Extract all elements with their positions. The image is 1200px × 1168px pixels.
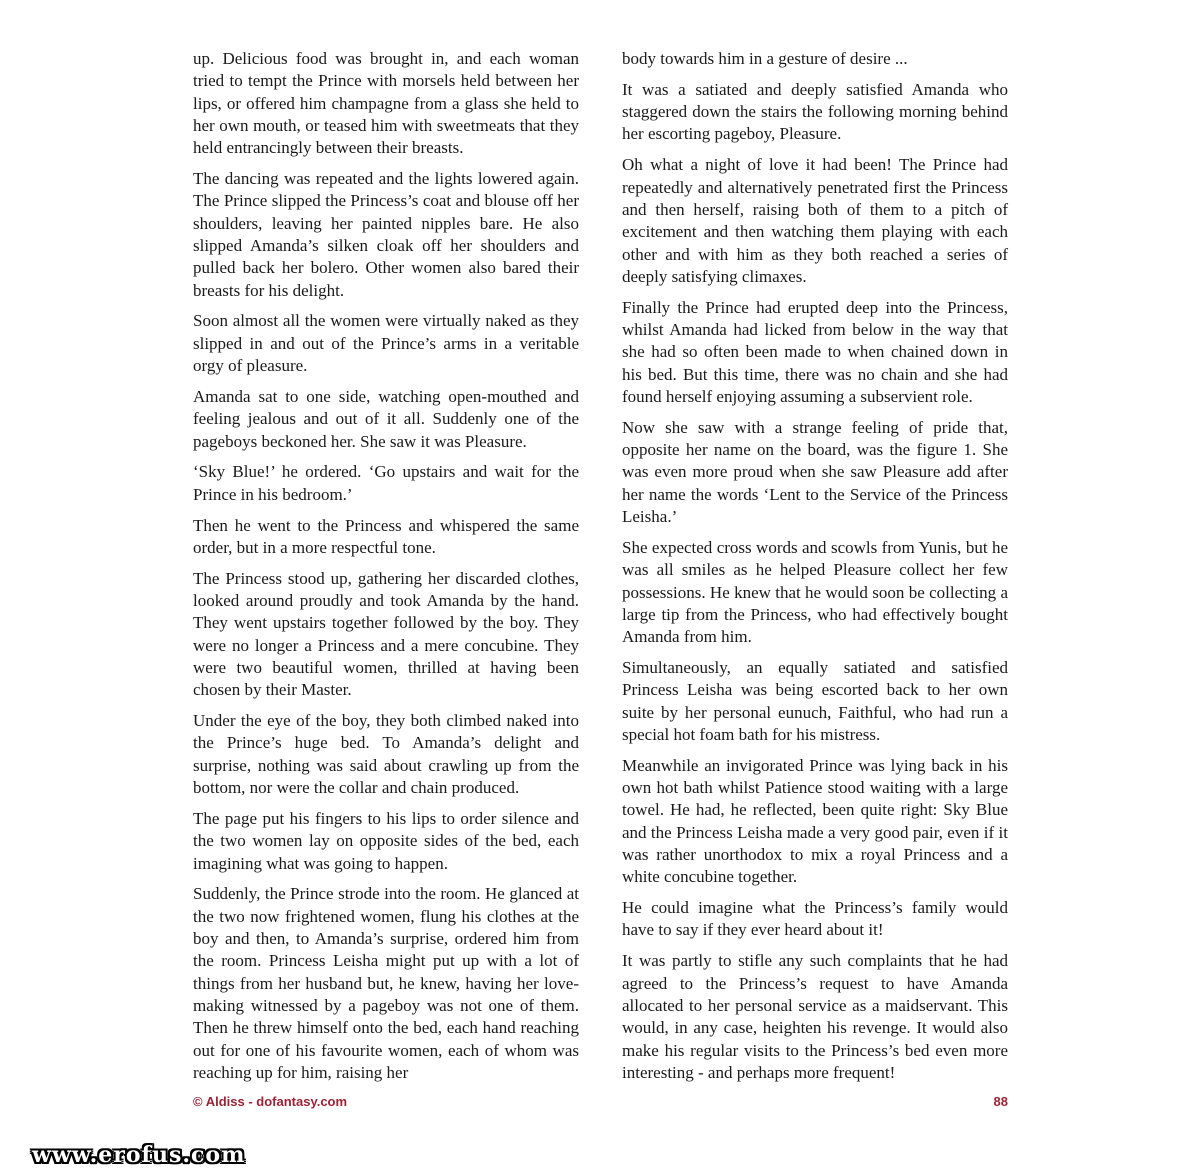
paragraph: Amanda sat to one side, watching open-mouthed and feeling jealous and out of it all. Suddenly one of the pageboys beckoned her. She saw it was Pleasure. (193, 386, 579, 451)
paragraph: Under the eye of the boy, they both climbed naked into the Prince’s huge bed. To Amanda’s delight and surprise, nothing was said about crawling up from the bottom, nor were the collar and chain produced. (193, 711, 579, 798)
right-text-column (622, 48, 1008, 1093)
paragraph: Suddenly, the Prince strode into the room. He glanced at the two now frightened women, flung his clothes at the boy and then, to Amanda’s surprise, ordered him from the room. Princess Leisha might put up with a lot of things from her husband but, he knew, having her love-making witnessed by a pageboy was not one of them. Then he threw himself onto the bed, each hand reaching out for one of his favourite women, each of whom was reaching up for him, raising her (193, 884, 579, 1082)
left-text-column (193, 48, 579, 1093)
paragraph: body towards him in a gesture of desire ... (622, 49, 908, 68)
paragraph: He could imagine what the Princess’s family would have to say if they ever heard about it! (622, 898, 1008, 940)
paragraph: Finally the Prince had erupted deep into the Princess, whilst Amanda had licked from below in the way that she had so often been made to when chained down in his bed. But this time, there was no chain and she had found herself enjoying assuming a subservient role. (622, 297, 1008, 406)
paragraph: Meanwhile an invigorated Prince was lying back in his own hot bath whilst Patience stood waiting with a large towel. He had, he reflected, been quite right: Sky Blue and the Princess Leisha made a very good pair, even if it was rather unorthodox to mix a royal Princess and a white concubine together. (622, 755, 1008, 887)
paragraph: Now she saw with a strange feeling of pride that, opposite her name on the board, was the figure 1. She was even more proud when she saw Pleasure add after her name the words ‘Lent to the Service of the Princess Leisha.’ (622, 417, 1008, 527)
page-number: 88 (993, 1094, 1008, 1109)
paragraph: Simultaneously, an equally satiated and satisfied Princess Leisha was being escorted back to her own suite by her personal eunuch, Faithful, who had run a special hot foam bath for his mistress. (622, 657, 1008, 744)
paragraph: Then he went to the Princess and whispered the same order, but in a more respectful tone. (193, 515, 579, 557)
paragraph: up. Delicious food was brought in, and each woman tried to tempt the Prince with morsels held between her lips, or offered him champagne from a glass she held to her own mouth, or teased him with sweetmeats that they held entrancingly between their breasts. (193, 49, 579, 158)
paragraph: The dancing was repeated and the lights lowered again. The Prince slipped the Princess’s coat and blouse off her shoulders, leaving her painted nipples bare. He also slipped Amanda’s silken cloak off her shoulders and pulled back her bolero. Other women also bared their breasts for his delight. (193, 169, 579, 300)
paragraph: It was a satiated and deeply satisfied Amanda who staggered down the stairs the following morning behind her escorting pageboy, Pleasure. (622, 79, 1008, 144)
footer-copyright: © Aldiss - dofantasy.com (193, 1094, 348, 1109)
paragraph: ‘Sky Blue!’ he ordered. ‘Go upstairs and wait for the Prince in his bedroom.’ (193, 462, 579, 504)
paragraph: She expected cross words and scowls from Yunis, but he was all smiles as he helped Pleasure collect her few possessions. He knew that he would soon be collecting a large tip from the Princess, who had effectively bought Amanda from him. (622, 537, 1008, 647)
paragraph: Soon almost all the women were virtually naked as they slipped in and out of the Prince’s arms in a veritable orgy of pleasure. (193, 311, 579, 376)
paragraph: It was partly to stifle any such complaints that he had agreed to the Princess’s request to have Amanda allocated to her personal service as a maidservant. This would, in any case, heighten his revenge. It would also make his regular visits to the Princess’s bed even more interesting - and perhaps more frequent! (622, 951, 1008, 1082)
paragraph: The page put his fingers to his lips to order silence and the two women lay on opposite sides of the bed, each imagining what was going to happen. (193, 808, 579, 873)
paragraph: Oh what a night of love it had been! The Prince had repeatedly and alternatively penetrated first the Princess and then herself, raising both of them to a pitch of excitement and then watching them playing with each other and with him as they both reached a series of deeply satisfying climaxes. (622, 155, 1008, 286)
watermark: www.erofus.com (32, 1142, 246, 1168)
paragraph: The Princess stood up, gathering her discarded clothes, looked around proudly and took Amanda by the hand. They went upstairs together followed by the boy. They were no longer a Princess and a mere concubine. They were two beautiful women, thrilled at having been chosen by their Master. (193, 568, 579, 700)
